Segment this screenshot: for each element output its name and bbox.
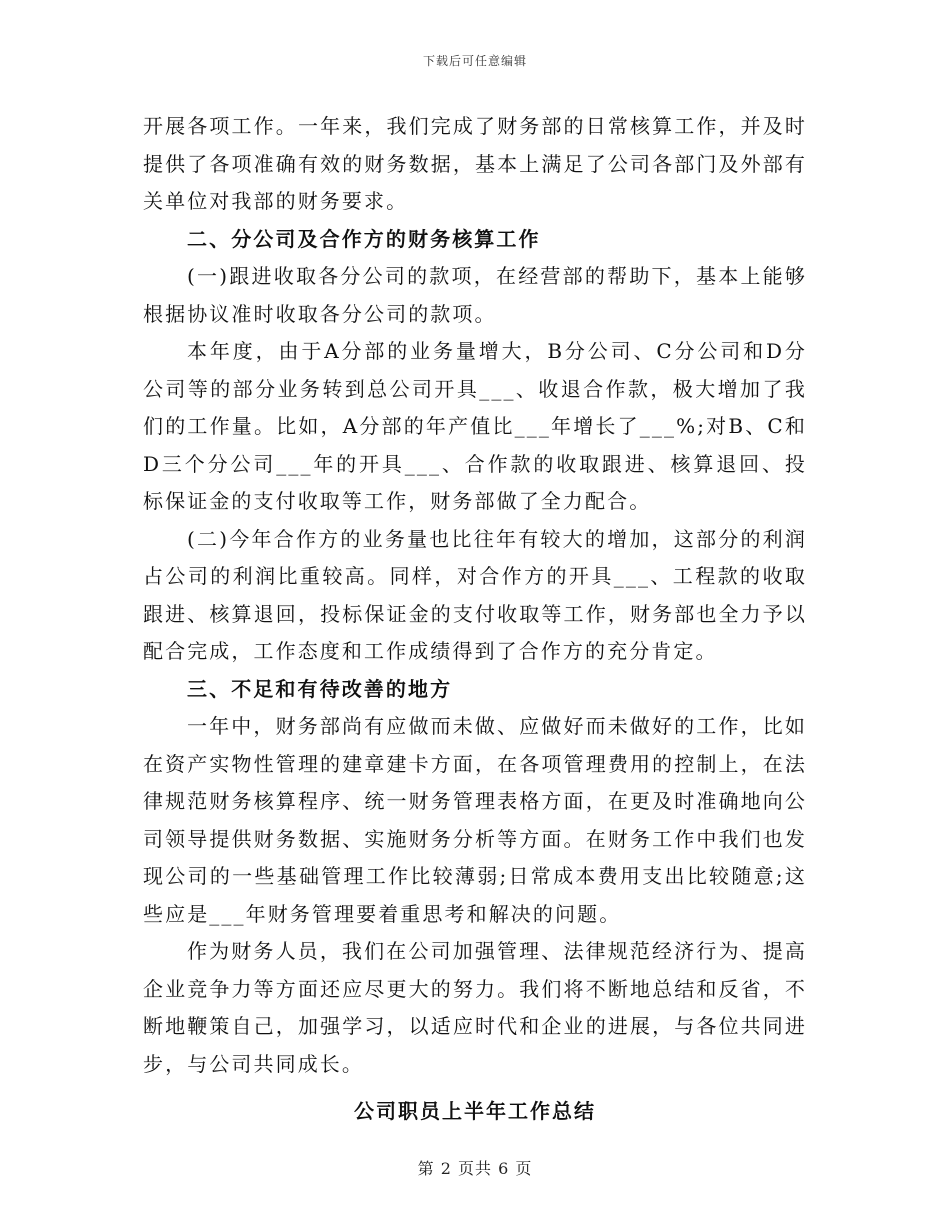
paragraph-conclusion: 作为财务人员，我们在公司加强管理、法律规范经济行为、提高企业竞争力等方面还应尽更大的努力。我们将不断地总结和反省，不断地鞭策自己，加强学习，以适应时代和企业的进展，与各位共同进步，与公司共同成长。	[143, 939, 807, 1076]
paragraph-annual-workload: 本年度，由于A分部的业务量增大，B分公司、C分公司和D分公司等的部分业务转到总公司开具___、收退合作款，极大增加了我们的工作量。比如，A分部的年产值比___年增长了___%;对B、C和D三个分公司___年的开具___、合作款的收取跟进、核算退回、投标保证金的支付收取等工作，财务部做了全力配合。	[143, 339, 807, 513]
section-heading-3: 三、不足和有待改善的地方	[187, 676, 453, 701]
page-header: 下载后可任意编辑	[422, 54, 527, 68]
paragraph-subsection-1: (一)跟进收取各分公司的款项，在经营部的帮助下，基本上能够根据协议准时收取各分公司的款项。	[143, 264, 807, 326]
paragraph-shortcomings: 一年中，财务部尚有应做而未做、应做好而未做好的工作，比如在资产实物性管理的建章建卡方面，在各项管理费用的控制上，在法律规范财务核算程序、统一财务管理表格方面，在更及时准确地向公司领导提供财务数据、实施财务分析等方面。在财务工作中我们也发现公司的一些基础管理工作比较薄弱;日常成本费用支出比较随意;这些应是___年财务管理要着重思考和解决的问题。	[143, 714, 807, 926]
section-heading-2: 二、分公司及合作方的财务核算工作	[187, 226, 541, 251]
paragraph-continuation: 开展各项工作。一年来，我们完成了财务部的日常核算工作，并及时提供了各项准确有效的财务数据，基本上满足了公司各部门及外部有关单位对我部的财务要求。	[143, 114, 807, 213]
paragraph-subsection-2: (二)今年合作方的业务量也比往年有较大的增加，这部分的利润占公司的利润比重较高。同样，对合作方的开具___、工程款的收取跟进、核算退回，投标保证金的支付收取等工作，财务部也全力予以配合完成，工作态度和工作成绩得到了合作方的充分肯定。	[143, 526, 807, 663]
next-document-title: 公司职员上半年工作总结	[354, 1099, 596, 1123]
page-number-footer: 第 2 页共 6 页	[417, 1159, 533, 1178]
document-body	[143, 108, 807, 1131]
